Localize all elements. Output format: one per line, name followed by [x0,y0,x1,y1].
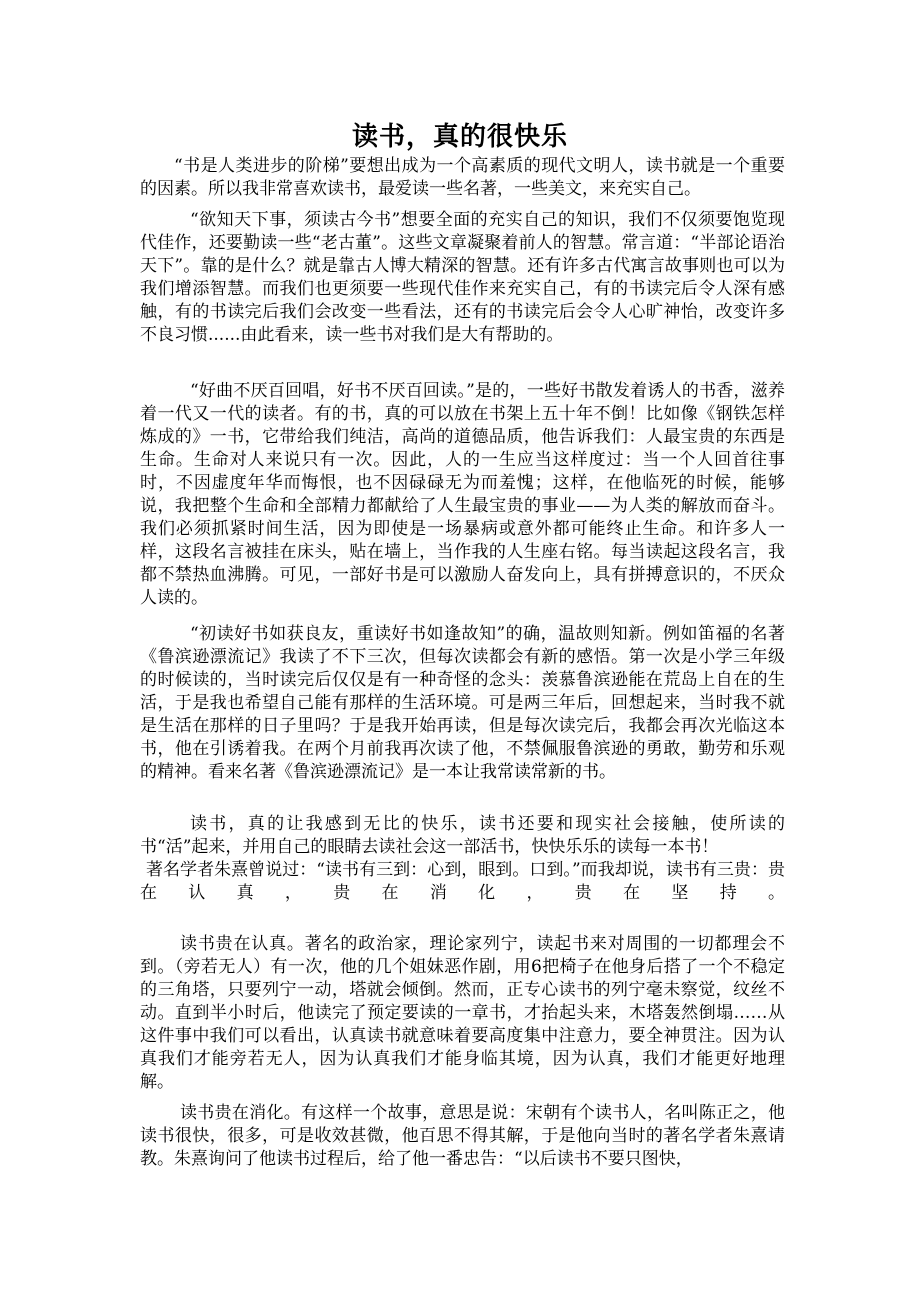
paragraph-6: 著名学者朱熹曾说过：“读书有三到：心到，眼到。口到。”而我却说，读书有三贵：贵在认真，贵在消化，贵在坚持。 [140,860,785,903]
paragraph-7: 读书贵在认真。著名的政治家，理论家列宁，读起书来对周围的一切都理会不到。（旁若无人）有一次，他的几个姐妹恶作剧，用6把椅子在他身后搭了一个不稳定的三角塔，只要列宁一动，塔就会倾倒。然而，正专心读书的列宁毫未察觉，纹丝不动。直到半小时后，他读完了预定要读的一章书，才抬起头来，木塔轰然倒塌……从这件事中我们可以看出，认真读书就意味着要高度集中注意力，要全神贯注。因为认真我们才能旁若无人，因为认真我们才能身临其境，因为认真，我们才能更好地理解。 [140,934,785,1092]
paragraph-2: “欲知天下事，须读古今书”想要全面的充实自己的知识，我们不仅须要饱览现代佳作，还要勤读一些“老古董”。这些文章凝聚着前人的智慧。常言道：“半部论语治天下”。靠的是什么？就是靠古人博大精深的智慧。还有许多古代寓言故事则也可以为我们增添智慧。而我们也更须要一些现代佳作来充实自己，有的书读完后令人深有感触，有的书读完后我们会改变一些看法，还有的书读完后会令人心旷神怡，改变许多不良习惯......由此看来，读一些书对我们是大有帮助的。 [140,210,785,345]
paragraph-4: “初读好书如获良友，重读好书如逢故知”的确，温故则知新。例如笛福的名著《鲁滨逊漂流记》我读了不下三次，但每次读都会有新的感悟。第一次是小学三年级的时候读的，当时读完后仅仅是有一种奇怪的念头：羡慕鲁滨逊能在荒岛上自在的生活，于是我也希望自己能有那样的生活环境。可是两三年后，回想起来，当时我不就是生活在那样的日子里吗？于是我开始再读，但是每次读完后，我都会再次光临这本书，他在引诱着我。在两个月前我再次读了他，不禁佩服鲁滨逊的勇敢，勤劳和乐观的精神。看来名著《鲁滨逊漂流记》是一本让我常读常新的书。 [140,624,785,782]
paragraph-1: “书是人类进步的阶梯”要想出成为一个高素质的现代文明人，读书就是一个重要的因素。所以我非常喜欢读书，最爱读一些名著，一些美文，来充实自己。 [140,156,785,199]
paragraph-5: 读书，真的让我感到无比的快乐，读书还要和现实社会接触，使所读的书“活”起来，并用自己的眼睛去读社会这一部活书，快快乐乐的读每一本书！ [140,814,785,857]
document-title: 读书，真的很快乐 [351,122,568,152]
paragraph-3: “好曲不厌百回唱，好书不厌百回读。”是的，一些好书散发着诱人的书香，滋养着一代又一代的读者。有的书，真的可以放在书架上五十年不倒！比如像《钢铁怎样炼成的》一书，它带给我们纯洁，高尚的道德品质，他告诉我们：人最宝贵的东西是生命。生命对人来说只有一次。因此，人的一生应当这样度过：当一个人回首往事时，不因虚度年华而悔恨，也不因碌碌无为而羞愧；这样，在他临死的时候，能够说，我把整个生命和全部精力都献给了人生最宝贵的事业——为人类的解放而奋斗。我们必须抓紧时间生活，因为即使是一场暴病或意外都可能终止生命。和许多人一样，这段名言被挂在床头，贴在墙上，当作我的人生座右铭。每当读起这段名言，我都不禁热血沸腾。可见，一部好书是可以激励人奋发向上，具有拼搏意识的，不厌众人读的。 [140,381,785,608]
paragraph-8: 读书贵在消化。有这样一个故事，意思是说：宋朝有个读书人，名叫陈正之，他读书很快，很多，可是收效甚微，他百思不得其解，于是他向当时的著名学者朱熹请教。朱熹询问了他读书过程后，给了他一番忠告：“以后读书不要只图快， [140,1103,785,1169]
